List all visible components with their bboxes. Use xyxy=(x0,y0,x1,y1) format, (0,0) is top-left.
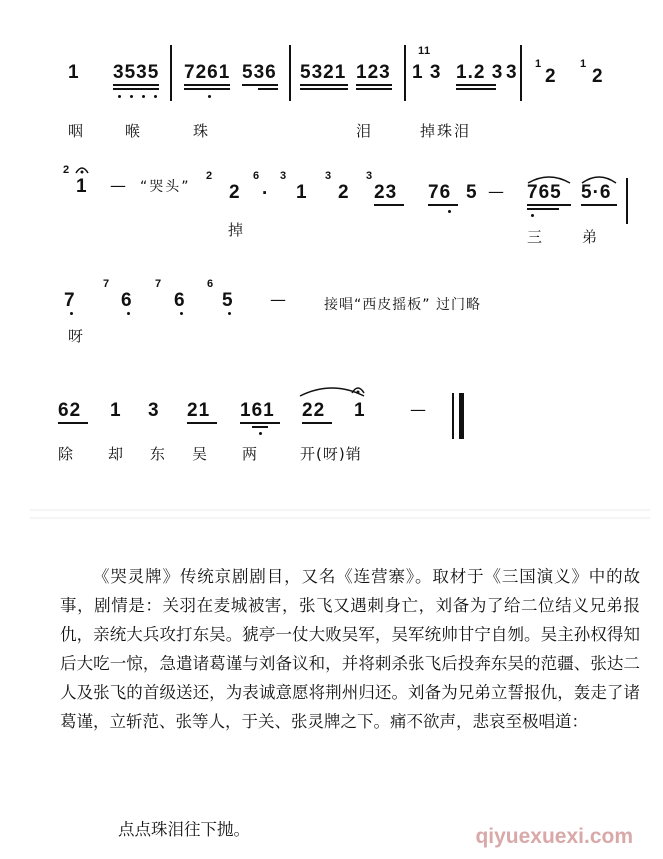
note: 1 xyxy=(68,62,80,83)
note: 2 xyxy=(229,182,241,203)
note: 123 xyxy=(356,62,391,83)
note: 536 xyxy=(242,62,277,83)
note: 5·6 xyxy=(581,182,612,203)
underline xyxy=(356,84,392,86)
note: 21 xyxy=(187,400,211,421)
underline xyxy=(58,422,88,424)
lyric: 东 xyxy=(150,445,168,463)
note: 76 xyxy=(428,182,452,203)
underline xyxy=(252,426,268,428)
bar-line xyxy=(170,45,172,101)
ornament: 1 xyxy=(418,45,425,57)
ornament: 1 xyxy=(424,45,431,57)
fermata-icon xyxy=(351,384,365,394)
low-dot xyxy=(130,95,133,98)
underline xyxy=(302,422,332,424)
performance-direction: 接唱“西皮摇板” 过门略 xyxy=(324,297,481,313)
underline xyxy=(113,84,159,86)
note: 62 xyxy=(58,400,82,421)
low-dot xyxy=(142,95,145,98)
note: 3 xyxy=(506,62,518,83)
underline xyxy=(300,88,348,90)
lyric: 除 xyxy=(58,445,76,463)
dot-mark: . xyxy=(262,178,269,199)
note: 22 xyxy=(302,400,326,421)
underline xyxy=(184,84,230,86)
description-paragraph: 《哭灵牌》传统京剧剧目，又名《连营寨》。取材于《三国演义》中的故事，剧情是：关羽在麦城被害，张飞又遇刺身亡，刘备为了给二位结义兄弟报仇，亲统大兵攻打东吴。猇亭一仗大败吴军，吴军统帅甘宁自刎。吴主孙权得知后大吃一惊，急遣诸葛谨与刘备议和，并将刺杀张飞后投奔东吴的范疆、张达二人及张飞的首级送还，为表诚意愿将荆州归还。刘备为兄弟立誓报仇，轰走了诸葛谨，立斩范、张等人，于关、张灵牌之下。痛不欲声，悲哀至极唱道： xyxy=(60,567,640,731)
note: 1 xyxy=(296,182,308,203)
note: 23 xyxy=(374,182,398,203)
dash: — xyxy=(110,176,126,195)
note: 161 xyxy=(240,400,275,421)
lyric: 却 xyxy=(108,445,126,463)
note: 1 xyxy=(76,176,88,197)
dash: — xyxy=(488,182,504,201)
underline xyxy=(300,84,348,86)
underline xyxy=(527,208,559,210)
note: 2 xyxy=(338,182,350,203)
marking-ku-tou: “哭头” xyxy=(140,179,191,195)
note: 3 xyxy=(148,400,160,421)
underline xyxy=(428,204,458,206)
note: 1.2 3 xyxy=(456,62,504,83)
low-dot xyxy=(228,312,231,315)
note: 6 xyxy=(174,290,186,311)
underline xyxy=(456,88,496,90)
note: 1 xyxy=(110,400,122,421)
grace-note: 3 xyxy=(325,170,332,182)
underline xyxy=(113,88,159,90)
bar-line xyxy=(626,178,628,224)
low-dot xyxy=(180,312,183,315)
underline xyxy=(356,88,392,90)
note: 1 xyxy=(354,400,366,421)
lyric-line: 点点珠泪往下抛。 xyxy=(118,820,250,839)
fermata-icon xyxy=(75,164,89,174)
lyric: 珠 xyxy=(193,122,211,140)
watermark: qiyuexuexi.com xyxy=(475,825,633,848)
note: 5321 xyxy=(300,62,347,83)
note: 7261 xyxy=(184,62,231,83)
grace-note: 7 xyxy=(103,278,110,290)
underline xyxy=(374,204,404,206)
underline xyxy=(456,84,496,86)
note: 1 3 xyxy=(412,62,442,83)
underline xyxy=(242,84,278,86)
underline xyxy=(258,88,278,90)
grace-note: 3 xyxy=(366,170,373,182)
note: 5 xyxy=(466,182,478,203)
bleed-through-texture xyxy=(30,480,650,540)
underline xyxy=(184,88,230,90)
grace-note: 1 xyxy=(535,58,542,70)
lyric: 三 xyxy=(527,228,545,246)
grace-note: 7 xyxy=(155,278,162,290)
lyric: 呀 xyxy=(68,327,86,345)
low-dot xyxy=(154,95,157,98)
final-bar-line-thick xyxy=(459,393,464,439)
low-dot xyxy=(448,210,451,213)
lyric: 弟 xyxy=(582,228,600,246)
note: 5 xyxy=(222,290,234,311)
low-dot xyxy=(259,432,262,435)
note: 2 xyxy=(545,66,557,87)
low-dot xyxy=(208,95,211,98)
note: 765 xyxy=(527,182,562,203)
note: 6 xyxy=(121,290,133,311)
lyric: 掉珠泪 xyxy=(420,122,472,140)
final-bar-line xyxy=(452,393,454,439)
grace-note: 3 xyxy=(280,170,287,182)
grace-note: 2 xyxy=(206,170,213,182)
grace-note: 6 xyxy=(207,278,214,290)
underline xyxy=(527,204,571,206)
grace-note: 1 xyxy=(580,58,587,70)
grace-note: 2 xyxy=(63,164,70,176)
note: 3535 xyxy=(113,62,160,83)
dash: — xyxy=(270,290,286,309)
underline xyxy=(240,422,280,424)
low-dot xyxy=(118,95,121,98)
low-dot xyxy=(531,214,534,217)
dash: — xyxy=(410,400,426,419)
grace-note: 6 xyxy=(253,170,260,182)
bar-line xyxy=(289,45,291,101)
lyric: 吴 xyxy=(192,445,210,463)
low-dot xyxy=(70,312,73,315)
lyric: 咽 xyxy=(68,122,86,140)
lyric: 掉 xyxy=(228,221,246,239)
note: 2 xyxy=(592,66,604,87)
lyric: 开(呀)销 xyxy=(300,445,362,463)
underline xyxy=(187,422,217,424)
low-dot xyxy=(127,312,130,315)
lyric: 泪 xyxy=(356,122,374,140)
bar-line xyxy=(404,45,406,101)
lyric: 喉 xyxy=(125,122,143,140)
bar-line xyxy=(520,45,522,101)
lyric: 两 xyxy=(242,445,260,463)
note: 7 xyxy=(64,290,76,311)
underline xyxy=(581,204,617,206)
